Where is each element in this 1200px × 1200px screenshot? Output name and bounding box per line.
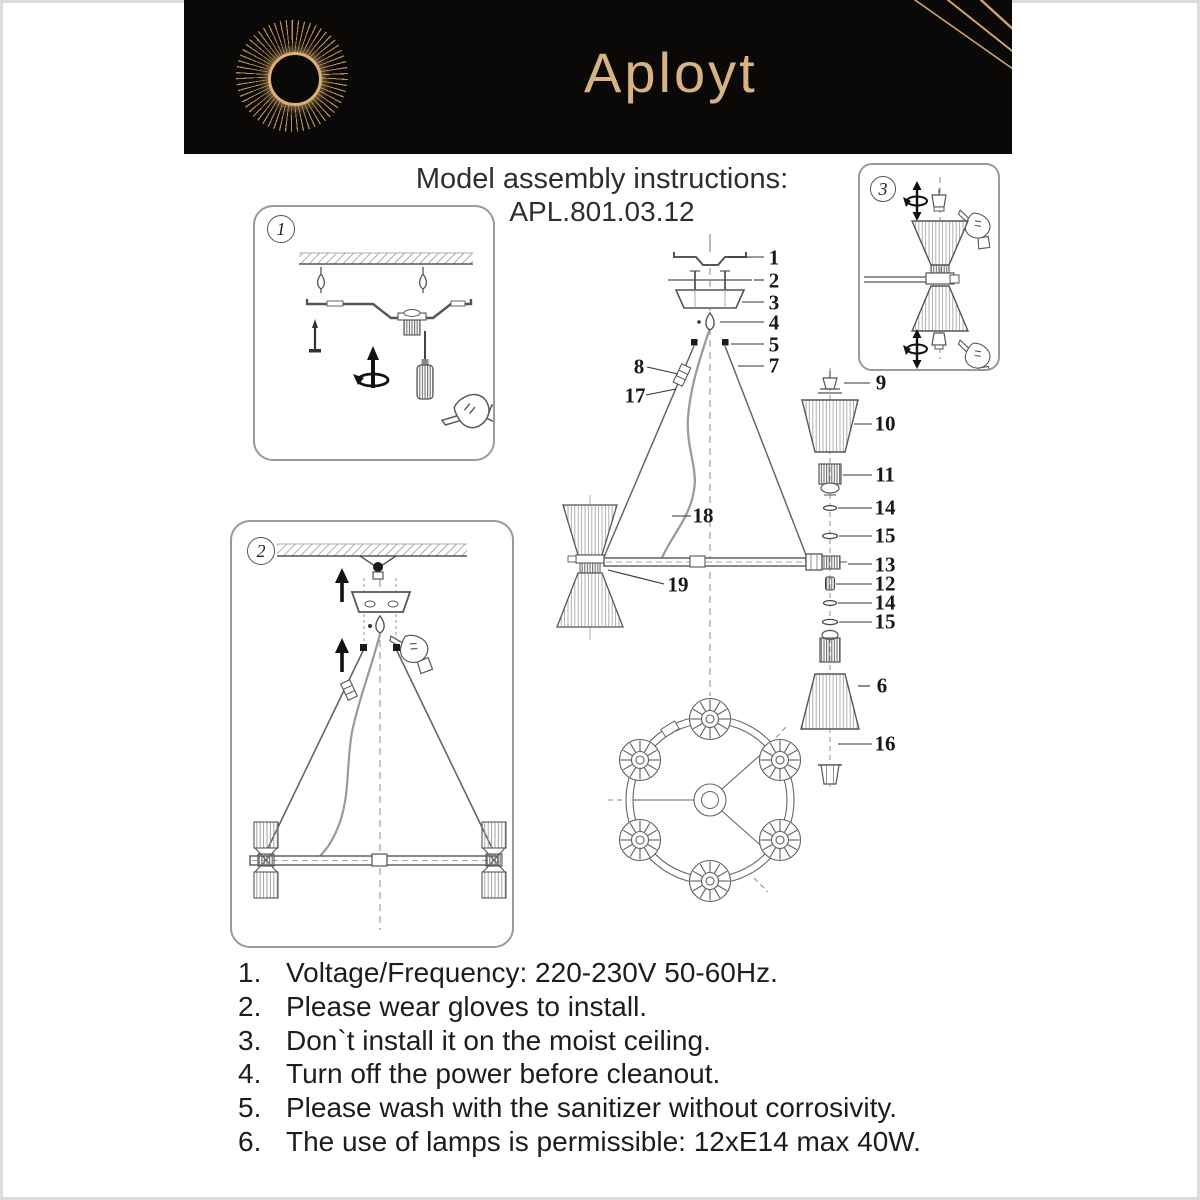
item-text: Please wash with the sanitizer without corrosivity. [286, 1092, 898, 1124]
lamp-rosette [690, 699, 731, 740]
figure-1-box [253, 205, 495, 461]
end-lamp-side-view [254, 822, 278, 898]
part-label-8: 8 [633, 354, 645, 379]
lamp-rosette [690, 861, 731, 902]
screw [309, 319, 321, 353]
cord-clamp [673, 364, 691, 386]
part-5-stop [722, 339, 729, 346]
part-label-7: 7 [768, 353, 780, 378]
part-1-bracket [674, 252, 746, 265]
part-label-5: 5 [768, 332, 780, 357]
part-10-shade [802, 400, 858, 452]
part-5-stop [691, 339, 698, 346]
part-14-washer [824, 506, 837, 511]
part-label-15: 15 [874, 523, 896, 548]
item-number: 4. [238, 1058, 262, 1090]
item-number: 5. [238, 1092, 262, 1124]
part-label-9: 9 [875, 370, 887, 395]
ceiling-hook [360, 556, 396, 579]
part-label-11: 11 [875, 462, 895, 487]
cable-stop [360, 644, 367, 651]
hand-icon [438, 382, 493, 450]
lamp-rosette [760, 740, 801, 781]
socket-cap [932, 189, 946, 211]
anchor-hook-icon [420, 267, 427, 293]
item-text: Turn off the power before cleanout. [286, 1058, 721, 1090]
lamp-rosette [760, 820, 801, 861]
list-item [238, 956, 1168, 990]
leader-lines [608, 257, 872, 744]
exploded-diagram [550, 228, 910, 928]
exploded-drawing [550, 228, 910, 928]
brand-header [184, 0, 1012, 154]
part-13-connector [806, 554, 847, 570]
lamp-rosette [620, 740, 661, 781]
list-item [238, 990, 1168, 1024]
suspension-cable [397, 651, 492, 848]
part-label-14: 14 [874, 495, 896, 520]
list-item [238, 1091, 1168, 1125]
up-arrow-icon [335, 568, 349, 602]
part-label-6: 6 [876, 673, 888, 698]
hook-icon [376, 616, 384, 633]
ceiling [299, 253, 473, 264]
frame-bar [250, 854, 498, 866]
part-label-13: 13 [874, 552, 896, 577]
anchor-hook-icon [318, 267, 325, 293]
figure-2-drawing [232, 522, 512, 946]
list-item [238, 1024, 1168, 1058]
list-item [238, 1125, 1168, 1159]
decorative-rays [836, 0, 1012, 154]
part-label-3: 3 [768, 290, 780, 315]
item-number: 3. [238, 1024, 262, 1056]
instructions-list [238, 956, 1168, 1159]
figure-2-digit: 2 [256, 540, 266, 561]
item-number: 6. [238, 1125, 262, 1157]
part-label-15b: 15 [874, 609, 896, 634]
part-6-shade [801, 674, 859, 729]
figure-3-number [870, 176, 896, 202]
item-number: 1. [238, 957, 262, 988]
lamp-rosette [620, 820, 661, 861]
figure-1-drawing [255, 207, 493, 459]
figure-2-number [247, 537, 275, 565]
up-arrow-icon [335, 638, 349, 672]
part-15-washer [823, 619, 838, 624]
part-16-cup [818, 765, 842, 784]
part-label-12: 12 [874, 571, 896, 596]
cord-clamp [341, 680, 358, 701]
part-11-socket [819, 464, 841, 495]
part-14-washer [824, 601, 837, 606]
canopy [352, 592, 410, 612]
starburst-logo-core [268, 52, 322, 106]
mounting-bracket [307, 299, 471, 335]
item-number: 2. [238, 990, 262, 1022]
figure-3-digit: 3 [878, 178, 888, 199]
ring-bottom-view [608, 699, 801, 902]
end-lamp-side-view [482, 822, 506, 898]
list-item [238, 1057, 1168, 1091]
part-label-19: 19 [667, 572, 689, 597]
part-label-17: 17 [624, 383, 646, 408]
hand-icon [949, 336, 998, 369]
part-label-4: 4 [768, 310, 780, 335]
item-text: Voltage/Frequency: 220-230V 50-60Hz. [286, 957, 778, 988]
part-4-hook [706, 313, 714, 330]
figure-1-digit: 1 [276, 218, 286, 239]
power-cord [320, 634, 380, 856]
part-label-14b: 14 [874, 590, 896, 615]
rotate-arrow-icon [903, 181, 927, 221]
screw-dot [697, 320, 701, 324]
brand-name: Aployt [584, 41, 758, 104]
item-text: Please wear gloves to install. [286, 990, 648, 1022]
figure-2-box [230, 520, 514, 948]
lower-shade [912, 286, 968, 331]
hand-icon [385, 631, 439, 676]
item-text: Don`t install it on the moist ceiling. [286, 1024, 711, 1056]
part-label-2: 2 [768, 268, 780, 293]
upper-shade [912, 221, 968, 265]
frame-bar [604, 556, 806, 567]
part-label-10: 10 [874, 411, 896, 436]
part-label-16: 16 [874, 731, 896, 756]
figure-1-number [267, 215, 295, 243]
ring-clamp [661, 721, 679, 737]
lamp-socket [820, 631, 840, 663]
model-number: APL.801.03.12 [509, 196, 695, 227]
screw-dot [368, 624, 372, 628]
screwdriver [417, 331, 433, 399]
rotate-arrow-icon [353, 346, 388, 388]
item-text: The use of lamps is permissible: 12xE14 max 40W. [286, 1125, 921, 1157]
part-label-1: 1 [768, 245, 780, 270]
part-12-spacer [826, 577, 835, 590]
ceiling [277, 544, 467, 556]
page-title: Model assembly instructions: [415, 163, 789, 195]
part-15-washer [823, 533, 838, 538]
cable-stop [393, 644, 400, 651]
socket-cap [932, 333, 946, 349]
part-label-18: 18 [692, 503, 714, 528]
suspension-cable [725, 346, 806, 555]
part-3-canopy [676, 290, 744, 308]
